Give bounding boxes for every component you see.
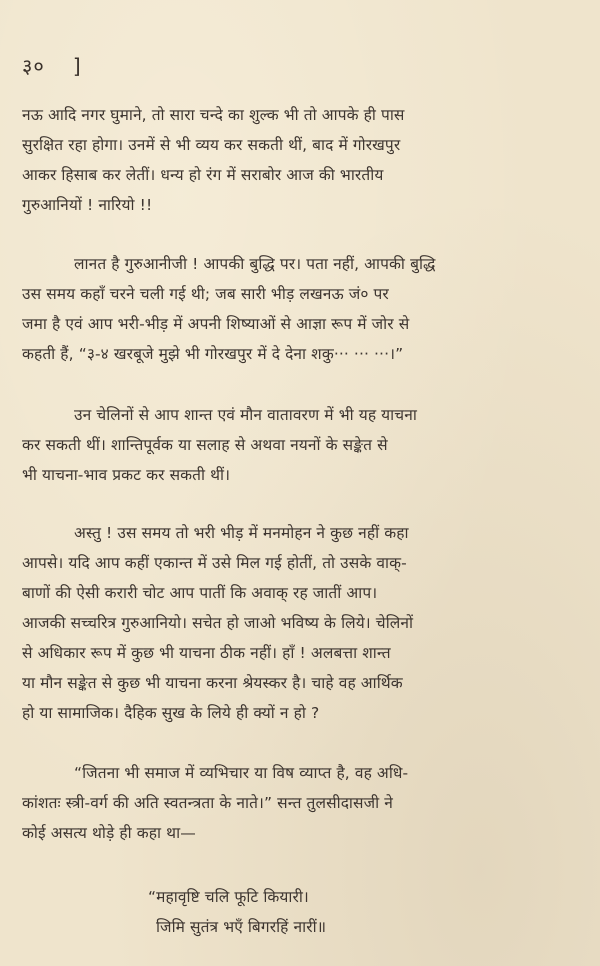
text-line: उन चेलिनों से आप शान्त एवं मौन वातावरण में भी यह याचना	[74, 406, 417, 424]
text-line: कोई असत्य थोड़े ही कहा था—	[22, 824, 196, 842]
text-line: सुरक्षित रहा होगा। उनमें से भी व्यय कर सकती थीं, बाद में गोरखपुर	[22, 136, 401, 154]
verse-quote	[148, 882, 588, 942]
paragraph-4	[22, 518, 582, 728]
text-line: कहती हैं, “३-४ खरबूजे मुझे भी गोरखपुर में दे देना शकु··· ··· ···।”	[22, 345, 404, 363]
text-line: या मौन सङ्केत से कुछ भी याचना करना श्रेयस्कर है। चाहे वह आर्थिक	[22, 674, 403, 692]
text-line: बाणों की ऐसी करारी चोट आप पातीं कि अवाक् रह जातीं आप।	[22, 584, 378, 602]
text-line: जमा है एवं आप भरी-भीड़ में अपनी शिष्याओं से आज्ञा रूप में जोर से	[22, 315, 410, 333]
paragraph-5	[22, 758, 582, 848]
text-line: आजकी सच्चरित्र गुरुआनियो। सचेत हो जाओ भविष्य के लिये। चेलिनों	[22, 614, 414, 632]
page-header	[22, 52, 82, 79]
text-line: लानत है गुरुआनीजी ! आपकी बुद्धि पर। पता नहीं, आपकी बुद्धि	[74, 255, 436, 273]
text-line: नऊ आदि नगर घुमाने, तो सारा चन्दे का शुल्क भी तो आपके ही पास	[22, 106, 405, 124]
page-number: ३०	[22, 54, 45, 78]
paragraph-1	[22, 100, 582, 220]
text-line: से अधिकार रूप में कुछ भी याचना ठीक नहीं। हाँ ! अलबत्ता शान्त	[22, 644, 391, 662]
text-line: आकर हिसाब कर लेतीं। धन्य हो रंग में सराबोर आज की भारतीय	[22, 166, 384, 184]
text-line: अस्तु ! उस समय तो भरी भीड़ में मनमोहन ने कुछ नहीं कहा	[74, 524, 409, 542]
text-line: कर सकती थीं। शान्तिपूर्वक या सलाह से अथवा नयनों के सङ्केत से	[22, 436, 388, 454]
paragraph-3	[22, 400, 582, 490]
text-line: “जितना भी समाज में व्यभिचार या विष व्याप्त है, वह अधि-	[74, 764, 409, 782]
header-bracket: ]	[72, 54, 82, 78]
paragraph-2	[22, 249, 582, 369]
text-line: आपसे। यदि आप कहीं एकान्त में उसे मिल गई होतीं, तो उसके वाक्-	[22, 554, 407, 572]
text-line: कांशतः स्त्री-वर्ग की अति स्वतन्त्रता के नाते।” सन्त तुलसीदासजी ने	[22, 794, 393, 812]
text-line: उस समय कहाँ चरने चली गई थी; जब सारी भीड़ लखनऊ जं० पर	[22, 285, 389, 303]
text-line: हो या सामाजिक। दैहिक सुख के लिये ही क्यों न हो ?	[22, 704, 320, 722]
text-line: गुरुआनियों ! नारियो !!	[22, 196, 153, 214]
verse-line: “महावृष्टि चलि फूटि कियारी।	[148, 888, 309, 906]
text-line: भी याचना-भाव प्रकट कर सकती थीं।	[22, 466, 231, 484]
verse-line: जिमि सुतंत्र भएँ बिगरहिं नारीं॥	[156, 918, 327, 936]
